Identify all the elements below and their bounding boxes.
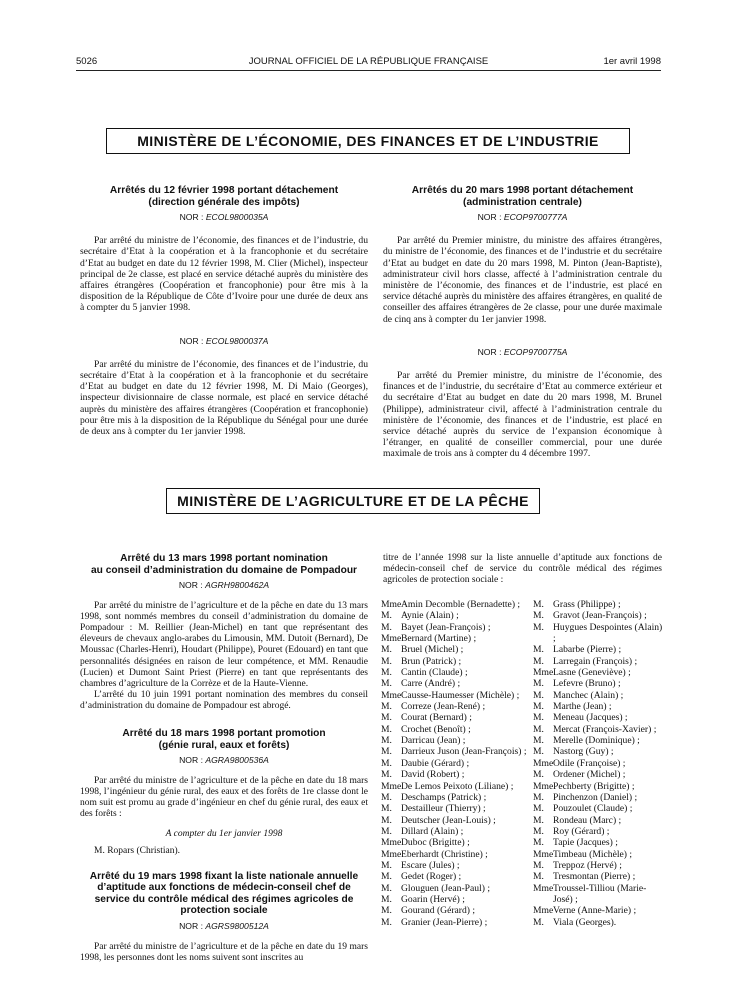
- name-list-item: [381, 837, 529, 848]
- name-title: M.: [381, 916, 392, 928]
- name-list-item: [533, 735, 665, 746]
- name-title: M.: [381, 825, 392, 837]
- name-title: M.: [381, 644, 392, 656]
- name-text: Manchec (Alain) ;: [553, 689, 624, 701]
- name-list-item: [381, 678, 529, 689]
- name-text: Darricau (Jean) ;: [401, 735, 466, 747]
- name-list-item: [533, 667, 665, 678]
- name-text: Bruel (Michel) ;: [401, 644, 464, 656]
- name-list-item: [533, 917, 665, 928]
- name-list-item: [381, 803, 529, 814]
- name-title: M.: [381, 735, 392, 747]
- name-text: Glouguen (Jean-Paul) ;: [401, 882, 490, 894]
- nor-reference: NOR : ECOP9700775A: [477, 346, 568, 357]
- name-title: M.: [381, 757, 392, 769]
- name-text: Deutscher (Jean-Louis) ;: [401, 814, 496, 826]
- name-text: Bayet (Jean-François) ;: [401, 621, 491, 633]
- name-list-item: [533, 690, 665, 701]
- name-list-item: [381, 746, 529, 757]
- name-list-item: [533, 826, 665, 837]
- effective-date: A compter du 1er janvier 1998: [165, 828, 283, 839]
- name-title: M.: [533, 814, 544, 826]
- name-text: Daubie (Gérard) ;: [401, 757, 470, 769]
- name-title: M.: [381, 803, 392, 815]
- name-list-item: [381, 905, 529, 916]
- name-list-item: [533, 678, 665, 689]
- name-title: Mme: [381, 780, 402, 792]
- name-text: Huygues Despointes (Alain) ;: [553, 621, 663, 645]
- article-paragraph: Par arrêté du ministre de l’économie, des finances et de l’industrie, du secrétaire d’Etat à la coopération et à la francophonie et du secrétaire d’Etat au budget en date du 12 février 1998, M. Di Maio (Georges), inspecteur divisionnaire de classe normale, est placé en service détaché auprès du ministère des affaires étrangères (Coopération et francophonie) pour être mis à la disposition de la République du Sénégal pour une durée de deux ans à compter du 1er janvier 1998.: [80, 358, 368, 438]
- name-title: M.: [533, 825, 544, 837]
- name-text: Gedet (Roger) ;: [401, 871, 462, 883]
- name-text: Verne (Anne-Marie) ;: [553, 905, 637, 917]
- name-text: Correze (Jean-René) ;: [401, 701, 486, 713]
- name-list-item: [533, 837, 665, 848]
- name-title: M.: [381, 712, 392, 724]
- name-list-item: [381, 849, 529, 860]
- name-title: M.: [381, 610, 392, 622]
- name-text: Troussel-Tilliou (Marie-José) ;: [553, 882, 647, 905]
- nor-reference: NOR : AGRA9800536A: [179, 755, 269, 766]
- name-text: Treppoz (Hervé) ;: [553, 859, 622, 871]
- article-paragraph: Par arrêté du Premier ministre, du ministre de l’économie, des finances et de l’industrie, du secrétaire d’Etat au commerce extérieur et du secrétaire d’Etat au budget en date du 20 mars 1998, M. Brunel (Philippe), administrateur civil, affecté à l’administration centrale du ministère de l’économie, des finances et de l’industrie, est placé en service détaché auprès du service de l’expansion économique à l’étranger, en qualité de conseiller commercial, pour une durée maximale de trois ans à compter du 4 décembre 1997.: [383, 370, 662, 460]
- nor-reference: NOR : ECOL9800037A: [179, 335, 269, 346]
- name-list-item: [533, 849, 665, 860]
- nor-reference: NOR : ECOP9700777A: [477, 212, 568, 222]
- name-text: Darrieux Juson (Jean-François) ;: [401, 746, 527, 758]
- name-list-item: [533, 792, 665, 803]
- name-text: Causse-Haumesser (Michèle) ;: [401, 689, 520, 701]
- name-text: Duboc (Brigitte) ;: [401, 837, 470, 849]
- article-agri-right: [383, 553, 662, 586]
- name-text: Rondeau (Marc) ;: [553, 814, 622, 826]
- name-list-item: [381, 656, 529, 667]
- article-heading: Arrêté du 19 mars 1998 fixant la liste nationale annuelle d’aptitude aux fonctions de médecin-conseil chef de service du contrôle médical des régimes agricoles de protection sociale: [89, 870, 359, 917]
- name-text: Larregain (François) ;: [553, 655, 638, 667]
- name-list-item: [381, 701, 529, 712]
- name-text: Carre (André) ;: [401, 678, 461, 690]
- name-title: Mme: [533, 780, 554, 792]
- name-title: M.: [533, 723, 544, 735]
- name-list-item: [533, 860, 665, 871]
- name-list-item: [381, 599, 529, 610]
- name-text: Tapie (Jacques) ;: [553, 837, 618, 849]
- nor-reference: NOR : AGRH9800462A: [178, 580, 270, 590]
- nor-reference: NOR : AGRS9800512A: [179, 920, 269, 931]
- name-list-item: [381, 712, 529, 723]
- name-text: Gourand (Gérard) ;: [401, 905, 476, 917]
- name-list-item: [381, 769, 529, 780]
- article-subheading: (génie rural, eaux et forêts): [158, 739, 290, 751]
- name-list-item: [533, 701, 665, 712]
- name-text: Timbeau (Michèle) ;: [553, 848, 633, 860]
- name-title: M.: [533, 644, 544, 656]
- name-list-item: [381, 758, 529, 769]
- article-paragraph: Par arrêté du ministre de l’agriculture et de la pêche en date du 18 mars 1998, l’ingénieur du génie rural, des eaux et des forêts de 1re classe dont le nom suit est promu au grade d’ingénieur en chef du génie rural, des eaux et des forêts :: [80, 776, 368, 820]
- name-text: Pechberty (Brigitte) ;: [553, 780, 635, 792]
- name-text: Lasne (Geneviève) ;: [553, 667, 631, 679]
- name-list-item: [533, 758, 665, 769]
- name-text: Marthe (Jean) ;: [553, 701, 612, 713]
- name-list-item: [381, 735, 529, 746]
- name-list-item: [381, 724, 529, 735]
- name-title: M.: [533, 837, 544, 849]
- name-list-item: [533, 769, 665, 780]
- name-title: Mme: [381, 599, 402, 610]
- name-text: Pinchenzon (Daniel) ;: [553, 791, 638, 803]
- name-text: Escare (Jules) ;: [401, 859, 460, 871]
- name-list-item: [533, 803, 665, 814]
- name-list-item: [533, 746, 665, 757]
- name-text: David (Robert) ;: [401, 769, 465, 781]
- name-title: Mme: [381, 848, 402, 860]
- name-text: Courat (Bernard) ;: [401, 712, 472, 724]
- name-list-item: [533, 599, 665, 610]
- name-title: M.: [381, 882, 392, 894]
- article-subheading: (direction générale des impôts): [148, 196, 300, 208]
- name-text: Deschamps (Patrick) ;: [401, 791, 487, 803]
- name-list-item: [533, 883, 665, 906]
- name-text: Eberhardt (Christine) ;: [401, 848, 488, 860]
- name-text: Pouzoulet (Claude) ;: [553, 803, 633, 815]
- name-title: Mme: [533, 848, 554, 860]
- article-eco-right: [383, 185, 662, 460]
- name-text: Merelle (Dominique) ;: [553, 735, 640, 747]
- name-title: M.: [533, 859, 544, 871]
- name-title: M.: [381, 893, 392, 905]
- name-title: M.: [533, 803, 544, 815]
- name-title: M.: [533, 791, 544, 803]
- article-paragraph: Par arrêté du ministre de l’agriculture et de la pêche en date du 19 mars 1998, les personnes dont les noms suivent sont inscrites au: [80, 941, 368, 963]
- article-agri-left: [80, 553, 368, 964]
- name-title: Mme: [381, 633, 402, 645]
- name-title: M.: [533, 916, 544, 928]
- name-title: M.: [533, 621, 544, 633]
- article-paragraph: L’arrêté du 10 juin 1991 portant nomination des membres du conseil d’administration du domaine de Pompadour est abrogé.: [80, 689, 368, 711]
- name-list-item: [533, 712, 665, 723]
- article-eco-left: [80, 185, 368, 437]
- name-list-item: [533, 905, 665, 916]
- name-list-item: [381, 860, 529, 871]
- name-title: M.: [381, 723, 392, 735]
- section-title: MINISTÈRE DE L’ÉCONOMIE, DES FINANCES ET DE L’INDUSTRIE: [137, 133, 599, 149]
- name-text: Nastorg (Guy) ;: [553, 746, 614, 758]
- name-text: Gravot (Jean-François) ;: [553, 610, 647, 622]
- name-text: De Lemos Peixoto (Liliane) ;: [401, 780, 514, 792]
- header-rule: [76, 70, 661, 71]
- promoted-name: M. Ropars (Christian).: [94, 845, 181, 856]
- name-text: Labarbe (Pierre) ;: [553, 644, 622, 656]
- name-title: M.: [381, 655, 392, 667]
- name-title: Mme: [533, 882, 554, 894]
- name-list-item: [381, 781, 529, 792]
- name-title: M.: [533, 769, 544, 781]
- name-text: Odile (Françoise) ;: [553, 757, 626, 769]
- article-paragraph: Par arrêté du Premier ministre, du ministre des affaires étrangères, du ministre de l’économie, des finances et de l’industrie et du secrétaire d’Etat au budget en date du 20 mars 1998, M. Pinton (Jean-Baptiste), administrateur civil hors classe, affecté à l’administration centrale du ministère de l’économie, des finances et de l’industrie, est placé en service détaché auprès du ministère des affaires étrangères, en qualité de conseiller des affaires étrangères de 2e classe, pour une durée maximale de cinq ans à compter du 1er janvier 1998.: [383, 235, 662, 325]
- name-list-item: [381, 622, 529, 633]
- name-text: Brun (Patrick) ;: [401, 655, 462, 667]
- name-title: M.: [533, 871, 544, 883]
- name-text: Cantin (Claude) ;: [401, 667, 468, 679]
- name-title: M.: [533, 712, 544, 724]
- name-list-item: [533, 644, 665, 655]
- article-heading: Arrêtés du 12 février 1998 portant détachement: [109, 185, 339, 196]
- name-title: M.: [533, 701, 544, 713]
- name-list-item: [381, 633, 529, 644]
- name-title: Mme: [533, 667, 554, 679]
- name-text: Bernard (Martine) ;: [401, 633, 477, 645]
- page-number: 5026: [76, 56, 98, 67]
- name-title: Mme: [381, 689, 402, 701]
- journal-title: JOURNAL OFFICIEL DE LA RÉPUBLIQUE FRANÇAISE: [248, 56, 489, 67]
- name-title: M.: [381, 667, 392, 679]
- article-heading: Arrêté du 13 mars 1998 portant nomination: [120, 553, 328, 564]
- section-title: MINISTÈRE DE L’AGRICULTURE ET DE LA PÊCHE: [177, 493, 529, 509]
- name-title: M.: [381, 871, 392, 883]
- name-title: M.: [381, 769, 392, 781]
- name-list-item: [533, 656, 665, 667]
- name-list-item: [381, 917, 529, 928]
- name-text: Grass (Philippe) ;: [553, 599, 621, 610]
- section-banner-economie: [106, 128, 630, 154]
- name-title: M.: [381, 621, 392, 633]
- name-text: Tresmontan (Pierre) ;: [553, 871, 636, 883]
- name-list-item: [381, 610, 529, 621]
- name-list-item: [381, 644, 529, 655]
- name-text: Destailleur (Thierry) ;: [401, 803, 486, 815]
- name-text: Lefevre (Bruno) ;: [553, 678, 621, 690]
- name-text: Ordener (Michel) ;: [553, 769, 626, 781]
- name-title: M.: [533, 599, 544, 610]
- name-title: M.: [381, 678, 392, 690]
- name-title: M.: [533, 746, 544, 758]
- article-subheading: (administration centrale): [463, 196, 582, 208]
- article-heading: Arrêtés du 20 mars 1998 portant détachement: [411, 185, 634, 196]
- name-text: Dillard (Alain) ;: [401, 825, 464, 837]
- name-title: M.: [381, 859, 392, 871]
- name-list-item: [533, 871, 665, 882]
- name-list-item: [381, 826, 529, 837]
- name-list-item: [533, 622, 665, 645]
- name-title: M.: [533, 610, 544, 622]
- name-list-item: [533, 815, 665, 826]
- name-list-item: [381, 667, 529, 678]
- name-text: Roy (Gérard) ;: [553, 825, 610, 837]
- name-list-item: [381, 894, 529, 905]
- article-paragraph: titre de l’année 1998 sur la liste annuelle d’aptitude aux fonctions de médecin-conseil chef de service du contrôle médical des régimes agricoles de protection sociale :: [383, 553, 662, 586]
- name-title: M.: [533, 735, 544, 747]
- name-list-item: [381, 815, 529, 826]
- name-title: M.: [533, 689, 544, 701]
- article-heading: Arrêté du 18 mars 1998 portant promotion: [122, 728, 326, 740]
- article-paragraph: Par arrêté du ministre de l’agriculture et de la pêche en date du 13 mars 1998, sont nommés membres du conseil d’administration du domaine de Pompadour : M. Reillier (Jean-Michel) en tant que représentant des éleveurs de chevaux anglo-arabes du Limousin, MM. Dutoit (Bernard), De Moussac (Charles-Henri), Houdart (Philippe), Pouret (Edouard) en tant que personnalités désignées en raison de leur compétence, et MM. Renaudie (Lucien) et Dumont Saint Priest (Pierre) en tant que représentants des chambres d’agriculture de la Corrèze et de la Haute-Vienne.: [80, 601, 368, 689]
- name-title: Mme: [533, 905, 554, 917]
- name-text: Meneau (Jacques) ;: [553, 712, 628, 724]
- name-text: Viala (Georges).: [553, 916, 617, 928]
- name-list-item: [533, 610, 665, 621]
- name-text: Granier (Jean-Pierre) ;: [401, 916, 488, 928]
- name-title: Mme: [381, 837, 402, 849]
- name-title: M.: [381, 814, 392, 826]
- name-title: M.: [381, 701, 392, 713]
- name-title: M.: [381, 905, 392, 917]
- name-text: Aynie (Alain) ;: [401, 610, 459, 622]
- issue-date: 1er avril 1998: [603, 56, 661, 67]
- name-title: M.: [381, 746, 392, 758]
- name-title: M.: [381, 791, 392, 803]
- name-title: M.: [533, 678, 544, 690]
- name-text: Crochet (Benoît) ;: [401, 723, 471, 735]
- nor-reference: NOR : ECOL9800035A: [179, 212, 269, 222]
- name-list-item: [381, 792, 529, 803]
- name-title: M.: [533, 655, 544, 667]
- names-list-right: [533, 599, 665, 928]
- article-paragraph: Par arrêté du ministre de l’économie, des finances et de l’industrie, du secrétaire d’Etat à la coopération et à la francophonie et du secrétaire d’Etat au budget en date du 12 février 1998, M. Clier (Michel), inspecteur principal de 2e classe, est placé en service détaché auprès du ministère des affaires étrangères (Coopération et francophonie) pour être mis à la disposition de la République de Côte d’Ivoire pour une durée de deux ans à compter du 5 janvier 1998.: [80, 235, 368, 314]
- name-text: Amin Decomble (Bernadette) ;: [401, 599, 521, 610]
- name-list-item: [533, 724, 665, 735]
- names-list-left: [381, 599, 529, 928]
- name-list-item: [381, 871, 529, 882]
- name-title: Mme: [533, 757, 554, 769]
- page-header: [76, 56, 661, 70]
- name-text: Mercat (François-Xavier) ;: [553, 723, 657, 735]
- name-list-item: [381, 883, 529, 894]
- name-list-item: [381, 690, 529, 701]
- section-banner-agriculture: [166, 488, 540, 514]
- article-subheading: au conseil d’administration du domaine de Pompadour: [90, 564, 358, 576]
- name-text: Goarin (Hervé) ;: [401, 893, 465, 905]
- name-list-item: [533, 781, 665, 792]
